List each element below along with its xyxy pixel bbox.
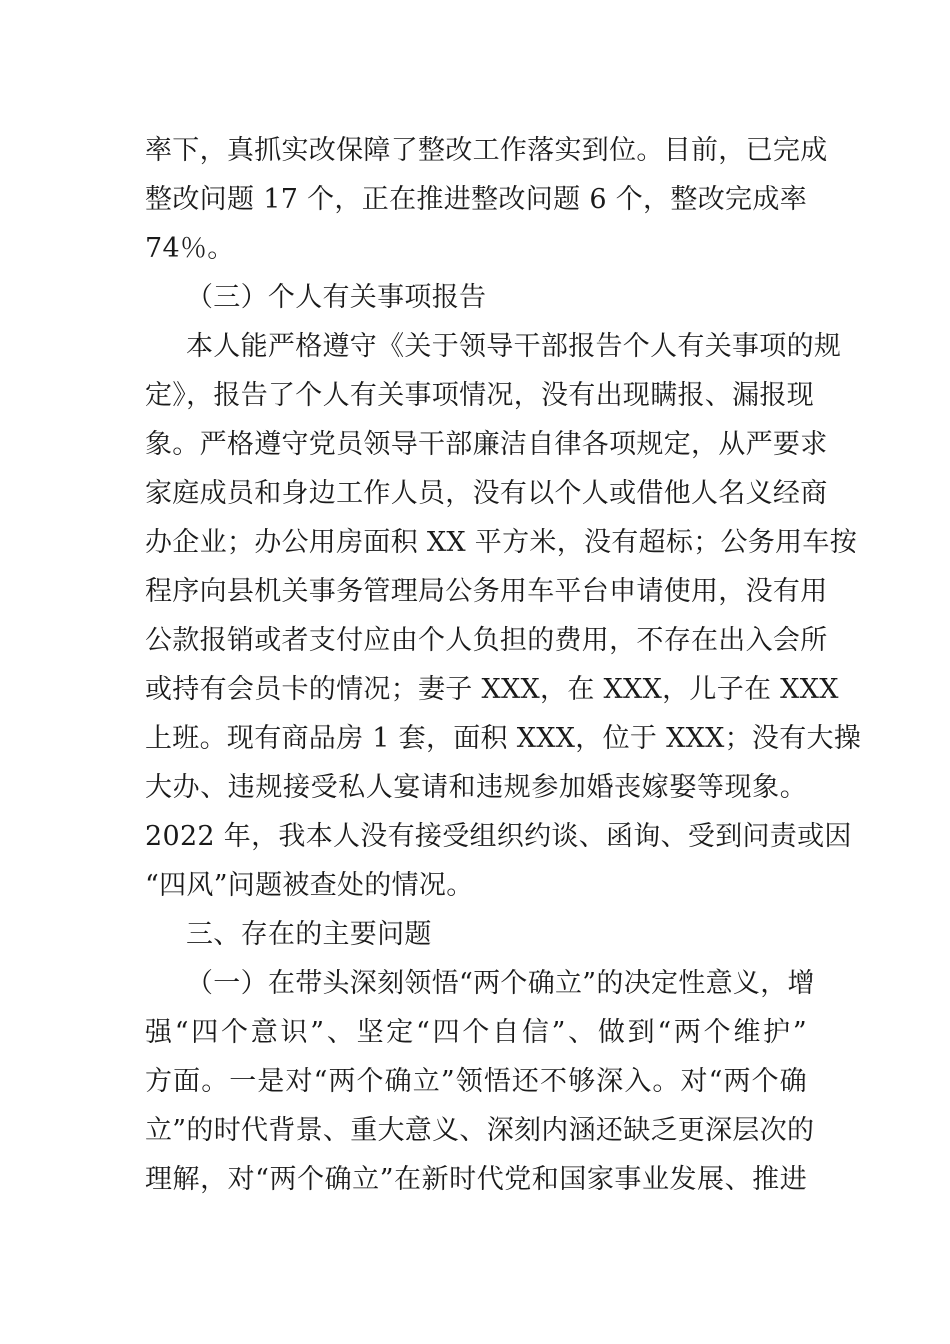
text-line: 上班。现有商品房 1 套，面积 XXX，位于 XXX；没有大操 [145, 723, 862, 754]
text-line: 程序向县机关事务管理局公务用车平台申请使用，没有用 [145, 576, 828, 607]
section-heading: 三、存在的主要问题 [186, 919, 432, 950]
text-line: 办企业；办公用房面积 XX 平方米，没有超标；公务用车按 [145, 527, 858, 558]
text-line: 方面。一是对“两个确立”领悟还不够深入。对“两个确 [145, 1066, 807, 1097]
text-line: 整改问题 17 个，正在推进整改问题 6 个，整改完成率 [145, 184, 807, 215]
text-line: 象。严格遵守党员领导干部廉洁自律各项规定，从严要求 [145, 429, 828, 460]
text-line: 家庭成员和身边工作人员，没有以个人或借他人名义经商 [145, 478, 828, 509]
text-line: 74％。 [145, 233, 235, 264]
text-line: 本人能严格遵守《关于领导干部报告个人有关事项的规 [186, 331, 842, 362]
text-line: 强“四个意识”、坚定“四个自信”、做到“两个维护” [145, 1017, 807, 1048]
text-line: 公款报销或者支付应由个人负担的费用，不存在出入会所 [145, 625, 828, 656]
text-line: 2022 年，我本人没有接受组织约谈、函询、受到问责或因 [145, 821, 852, 852]
text-line: 率下，真抓实改保障了整改工作落实到位。目前，已完成 [145, 135, 828, 166]
text-line: 定》，报告了个人有关事项情况，没有出现瞒报、漏报现 [145, 380, 814, 411]
text-line: 理解，对“两个确立”在新时代党和国家事业发展、推进 [145, 1164, 807, 1195]
subsection-heading: （一）在带头深刻领悟“两个确立”的决定性意义，增 [186, 968, 815, 999]
text-line: 大办、违规接受私人宴请和违规参加婚丧嫁娶等现象。 [145, 772, 807, 803]
text-line: “四风”问题被查处的情况。 [145, 870, 474, 901]
text-line: 或持有会员卡的情况；妻子 XXX，在 XXX，儿子在 XXX [145, 674, 839, 705]
section-heading: （三）个人有关事项报告 [186, 282, 487, 313]
text-line: 立”的时代背景、重大意义、深刻内涵还缺乏更深层次的 [145, 1115, 815, 1146]
